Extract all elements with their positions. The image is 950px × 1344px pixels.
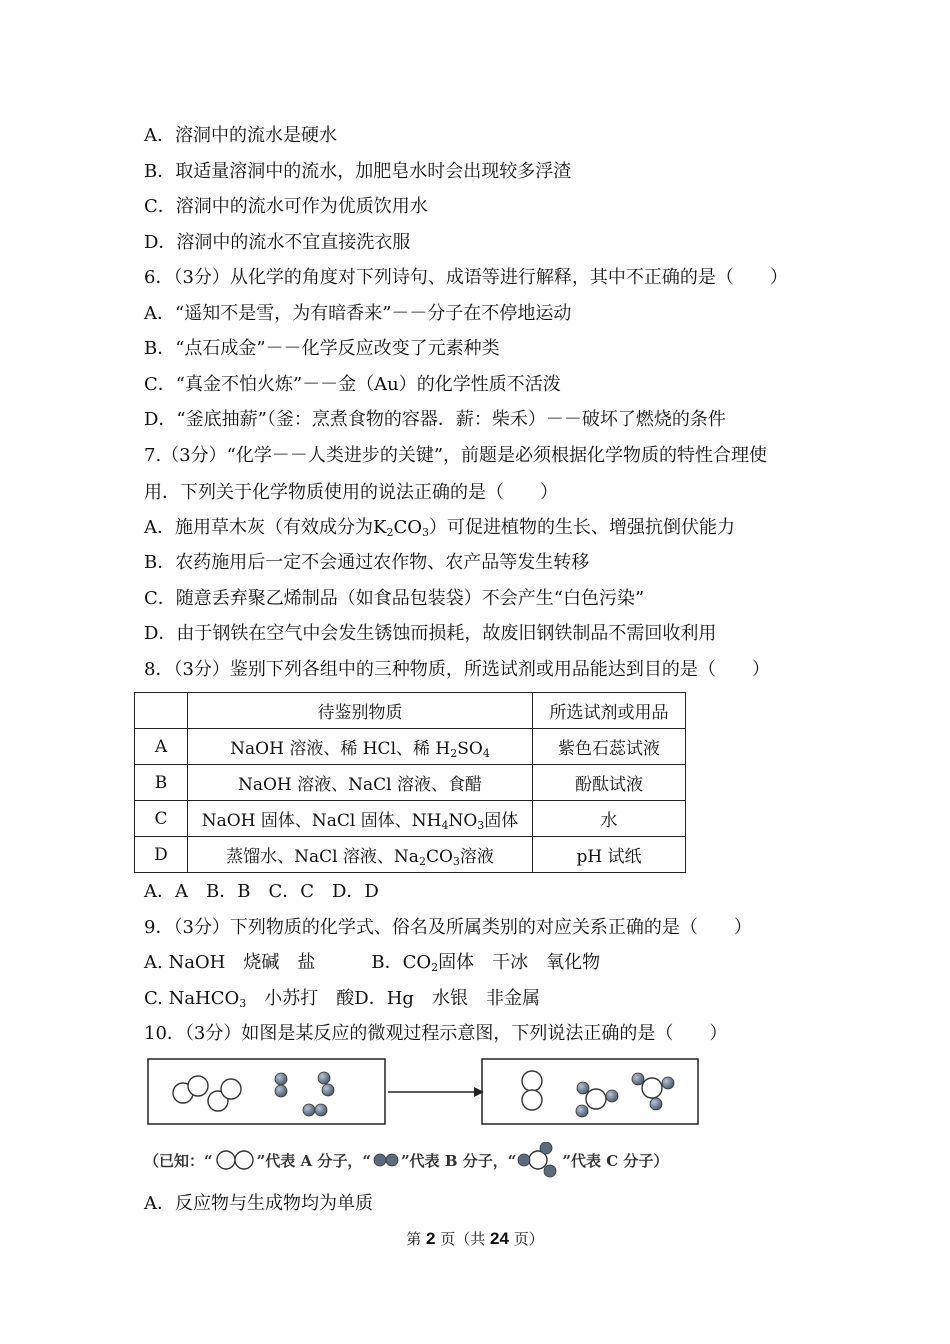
q6-option-a: A．“遥知不是雪，为有暗香来”－－分子在不停地运动 [144,303,572,324]
q6-stem: 6．（3分）从化学的角度对下列诗句、成语等进行解释，其中不正确的是（ ） [144,267,788,288]
molecule-b-icon [275,1073,287,1097]
row-reagent: 紫色石蕊试液 [533,729,686,765]
row-reagent: pH 试纸 [533,837,686,873]
molecule-c-legend-icon [516,1142,562,1178]
header-reagent: 所选试剂或用品 [533,693,686,729]
q9-option-c: C. NaHCO$_3$ 小苏打 酸 [144,988,355,1010]
molecule-a-icon [208,1079,241,1111]
q8-table [134,692,686,873]
row-substances: NaOH 溶液、NaCl 溶液、食醋 [188,765,533,801]
row-label: A [135,729,188,765]
row-substances: NaOH 固体、NaCl 固体、$NH_4NO_3$固体 [188,801,533,837]
row-label: B [135,765,188,801]
row-reagent: 水 [533,801,686,837]
q6-option-b: B．“点石成金”－－化学反应改变了元素种类 [144,338,500,359]
q7-option-d: D．由于钢铁在空气中会发生锈蚀而损耗，故废旧钢铁制品不需回收利用 [144,623,717,644]
reaction-diagram [140,1054,710,1130]
q9-option-d: D．Hg 水银 非金属 [354,988,540,1009]
q8-options: A．A B．B C．C D．D [144,881,379,902]
header-substances: 待鉴别物质 [188,693,533,729]
q9-option-b: B．$CO_2$固体 干冰 氧化物 [371,952,601,974]
q7-stem-line2: 用．下列关于化学物质使用的说法正确的是（ ） [144,482,558,503]
q5-option-c: C．溶洞中的流水可作为优质饮用水 [144,196,428,217]
q10-stem: 10．（3分）如图是某反应的微观过程示意图，下列说法正确的是（ ） [144,1023,728,1044]
molecule-a-icon [173,1076,208,1103]
molecule-a-icon [522,1071,542,1110]
q9-stem: 9．（3分）下列物质的化学式、俗名及所属类别的对应关系正确的是（ ） [144,917,752,938]
current-page: 2 [426,1229,436,1248]
q9-options-row2 [144,987,540,1011]
q7-option-b: B．农药施用后一定不会通过农作物、农产品等发生转移 [144,552,590,573]
molecule-b-icon [318,1072,334,1096]
q7-stem-line1: 7.（3分）“化学－－人类进步的关键”，前题是必须根据化学物质的特性合理使 [144,445,768,466]
q8-stem: 8．（3分）鉴别下列各组中的三种物质，所选试剂或用品能达到目的是（ ） [144,659,770,680]
table-row [135,765,686,801]
q10-option-a: A．反应物与生成物均为单质 [144,1193,373,1214]
q5-option-d: D．溶洞中的流水不宜直接洗衣服 [144,232,411,253]
row-substances: 蒸馏水、NaCl 溶液、$Na_2CO_3$溶液 [188,837,533,873]
total-pages: 24 [490,1229,509,1248]
products-box [482,1059,698,1124]
table-header-row [135,693,686,729]
q7-option-a: A．施用草木灰（有效成分为$K_2CO_3$）可促进植物的生长、增强抗倒伏能力 [144,517,735,539]
molecule-c-icon [576,1082,618,1117]
q7-option-c: C．随意丢弃聚乙烯制品（如食品包装袋）不会产生“白色污染” [144,588,645,609]
q6-option-c: C．“真金不怕火炼”－－金（Au）的化学性质不活泼 [144,374,561,395]
table-row [135,801,686,837]
header-blank [135,693,188,729]
row-label: D [135,837,188,873]
q9-options-row1 [144,951,600,975]
molecule-c-icon [632,1073,674,1110]
arrow-icon [388,1087,484,1097]
q5-option-b: B．取适量溶洞中的流水，加肥皂水时会出现较多浮渣 [144,161,572,182]
row-reagent: 酚酞试液 [533,765,686,801]
molecule-b-legend-icon [371,1148,401,1172]
page-footer: 第 2 页（共 24 页） [406,1229,544,1248]
q5-option-a: A．溶洞中的流水是硬水 [144,125,337,146]
molecule-a-legend-icon [213,1148,257,1172]
table-row [135,837,686,873]
table-row [135,729,686,765]
q9-option-a: A. NaOH 烧碱 盐 [144,952,316,973]
reactants-box [148,1059,385,1124]
row-substances: NaOH 溶液、稀 HCl、稀 $H_2SO_4$ [188,729,533,765]
q6-option-d: D．“釜底抽薪”（釜：烹煮食物的容器．薪：柴禾）－－破坏了燃烧的条件 [144,409,726,430]
q10-legend-note: （已知：“ ”代表 A 分子，“ ”代表 B 分子，“ ”代表 C 分子） [144,1142,668,1178]
row-label: C [135,801,188,837]
molecule-b-icon [303,1104,327,1116]
